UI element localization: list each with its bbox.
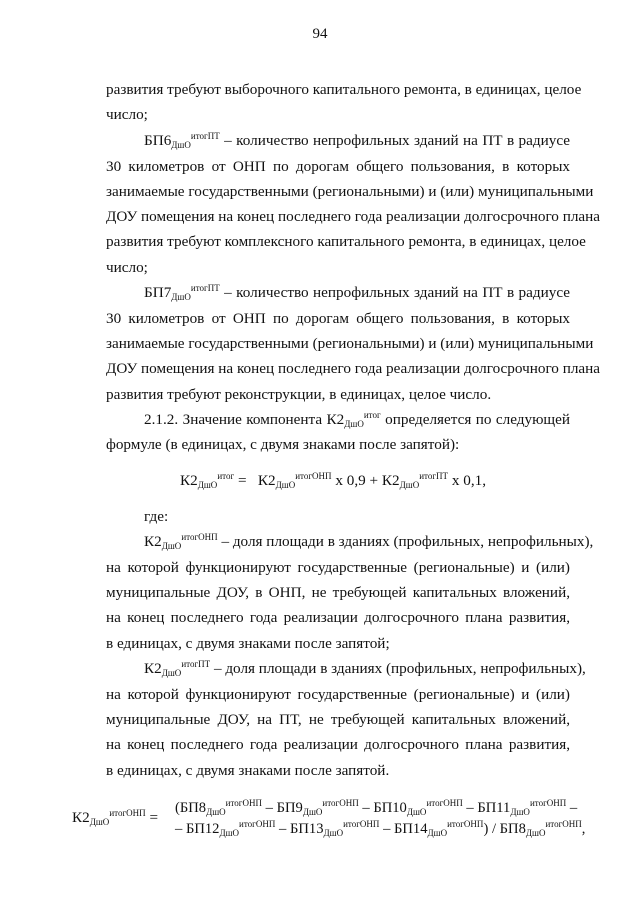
text-line-6: ДОУ помещения на конец последнего года реализации долгосрочного плана <box>106 208 601 225</box>
text-line-4: 30 километров от ОНП по дорогам общего пользования, в которых <box>106 158 570 175</box>
formula-k2-onp-lhs: $К2_{ДшО}^{итогОНП}$ = <box>72 808 159 827</box>
text-line-24: на которой функционируют государственные (региональные) и (или) <box>106 686 570 703</box>
text-line-26: на конец последнего года реализации долгосрочного плана развития, <box>106 736 570 753</box>
text-line-11: занимаемые государственными (региональными) и (или) муниципальными <box>106 335 594 352</box>
section-2-1-2-line: 2.1.2. Значение компонента $К2_{ДшО}^{итог}$ определяется по следующей <box>144 410 570 429</box>
bp7-definition-line: $БП7_{ДшО}^{итогПТ}$ – количество непрофильных зданий на ПТ в радиусе <box>144 283 571 302</box>
k2-onp-definition-line: $К2_{ДшО}^{итогОНП}$ – доля площади в зданиях (профильных, непрофильных), <box>144 532 594 551</box>
k2-pt-definition-line: $К2_{ДшО}^{итогПТ}$ – доля площади в зданиях (профильных, непрофильных), <box>144 659 586 678</box>
bp6-definition-line: $БП6_{ДшО}^{итогПТ}$ – количество непрофильных зданий на ПТ в радиусе <box>144 131 571 150</box>
text-line-19: на которой функционируют государственные (региональные) и (или) <box>106 559 570 576</box>
text-line-12: ДОУ помещения на конец последнего года реализации долгосрочного плана <box>106 360 601 377</box>
text-line-20: муниципальные ДОУ, в ОНП, не требующей капитальных вложений, <box>106 584 570 601</box>
text-line-22: в единицах, с двумя знаками после запятой; <box>106 635 390 652</box>
text-line-10: 30 километров от ОНП по дорогам общего пользования, в которых <box>106 310 570 327</box>
k2-pt-symbol: $К2_{ДшО}^{итогПТ}$ <box>144 659 211 678</box>
formula-k2-onp-rhs-line2: – $БП12_{ДшО}^{итогОНП} - БП13_{ДшО}^{итогОНП} - БП14_{ДшО}^{итогОНП}) / БП8_{ДшО}^{итогОНП}$, <box>175 819 586 838</box>
text-line-5: занимаемые государственными (региональными) и (или) муниципальными <box>106 183 594 200</box>
formula-k2-itog: $К2_{ДшО}^{итог}$ = $К2_{ДшО}^{итогОНП}$ х $0,9 + К2_{ДшО}^{итогПТ}$ х 0,1, <box>180 471 486 490</box>
k2-itog-symbol: $К2_{ДшО}^{итог}$ <box>326 410 381 429</box>
text-line-27: в единицах, с двумя знаками после запятой. <box>106 762 390 779</box>
bp6-symbol: $БП6_{ДшО}^{итогПТ}$ <box>144 131 220 150</box>
text-line-21: на конец последнего года реализации долгосрочного плана развития, <box>106 609 570 626</box>
text-line-7: развития требуют комплексного капитального ремонта, в единицах, целое <box>106 233 586 250</box>
text-line-15: формуле (в единицах, с двумя знаками после запятой): <box>106 436 460 453</box>
text-line-25: муниципальные ДОУ, на ПТ, не требующей капитальных вложений, <box>106 711 570 728</box>
where-label: где: <box>144 508 169 525</box>
text-line-1: развития требуют выборочного капитального ремонта, в единицах, целое <box>106 81 582 98</box>
text-line-13: развития требуют реконструкции, в единицах, целое число. <box>106 386 492 403</box>
k2-onp-symbol: $К2_{ДшО}^{итогОНП}$ <box>144 532 218 551</box>
formula-k2-onp-rhs-line1: ($БП8_{ДшО}^{итогОНП} - БП9_{ДшО}^{итогОНП} - БП10_{ДшО}^{итогОНП} - БП11_{ДшО}^{итогОНП}$ – <box>175 798 578 817</box>
bp7-symbol: $БП7_{ДшО}^{итогПТ}$ <box>144 283 220 302</box>
text-line-8: число; <box>106 259 148 276</box>
text-line-2: число; <box>106 106 148 123</box>
page-number: 94 <box>312 26 328 42</box>
